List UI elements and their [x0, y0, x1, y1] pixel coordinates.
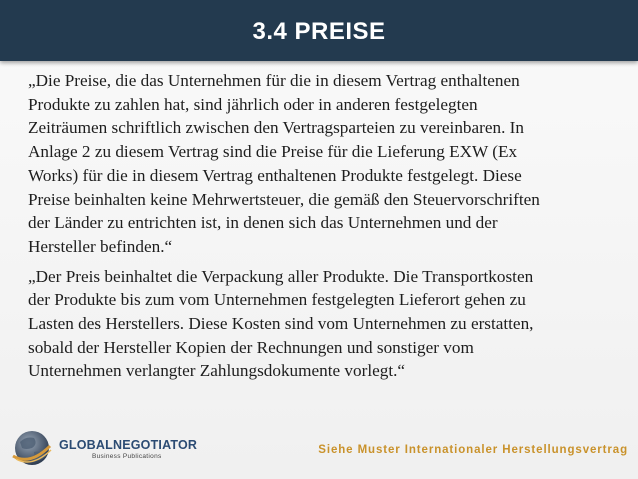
body-text [28, 69, 626, 383]
text-line: Unternehmen verlangter Zahlungsdokumente vorlegt.“ [28, 361, 406, 381]
text-line: „Die Preise, die das Unternehmen für die in diesem Vertrag enthaltenen [28, 71, 520, 90]
paragraph-1 [28, 69, 626, 259]
text-line: Zeiträumen schriftlich zwischen den Vertragsparteien zu vereinbaren. In [28, 118, 524, 138]
text-line: Preise beinhalten keine Mehrwertsteuer, die gemäß den Steuervorschriften [28, 189, 540, 209]
text-line: Produkte zu zahlen hat, sind jährlich oder in anderen festgelegten [28, 94, 478, 114]
text-line: Anlage 2 zu diesem Vertrag sind die Preise für die Lieferung EXW (Ex [28, 142, 518, 162]
text-line: der Produkte bis zum vom Unternehmen festgelegten Lieferort gehen zu [28, 290, 526, 310]
text-line: „Der Preis beinhaltet die Verpackung aller Produkte. Die Transportkosten [28, 266, 534, 286]
footer-note: Siehe Muster Internationaler Herstellungsvertrag [318, 444, 628, 456]
text-line: der Länder zu entrichten ist, in denen sich das Unternehmen und der [28, 213, 498, 233]
globalnegotiator-logo [10, 426, 240, 470]
text-line: Lasten des Herstellers. Diese Kosten sind vom Unternehmen zu erstatten, [28, 314, 534, 334]
globe-icon [10, 426, 54, 470]
header-bar [0, 0, 638, 61]
text-line: Hersteller befinden.“ [28, 236, 173, 256]
logo-subtitle: Business Publications [92, 453, 162, 460]
slide-title: 3.4 PREISE [252, 18, 386, 45]
paragraph-2 [28, 265, 626, 384]
text-line: sobald der Hersteller Kopien der Rechnungen und sonstiger vom [28, 337, 474, 357]
text-line: Works) für die in diesem Vertrag enthaltenen Produkte festgelegt. Diese [28, 165, 522, 185]
logo-name: GLOBALNEGOTIATOR [59, 438, 198, 452]
